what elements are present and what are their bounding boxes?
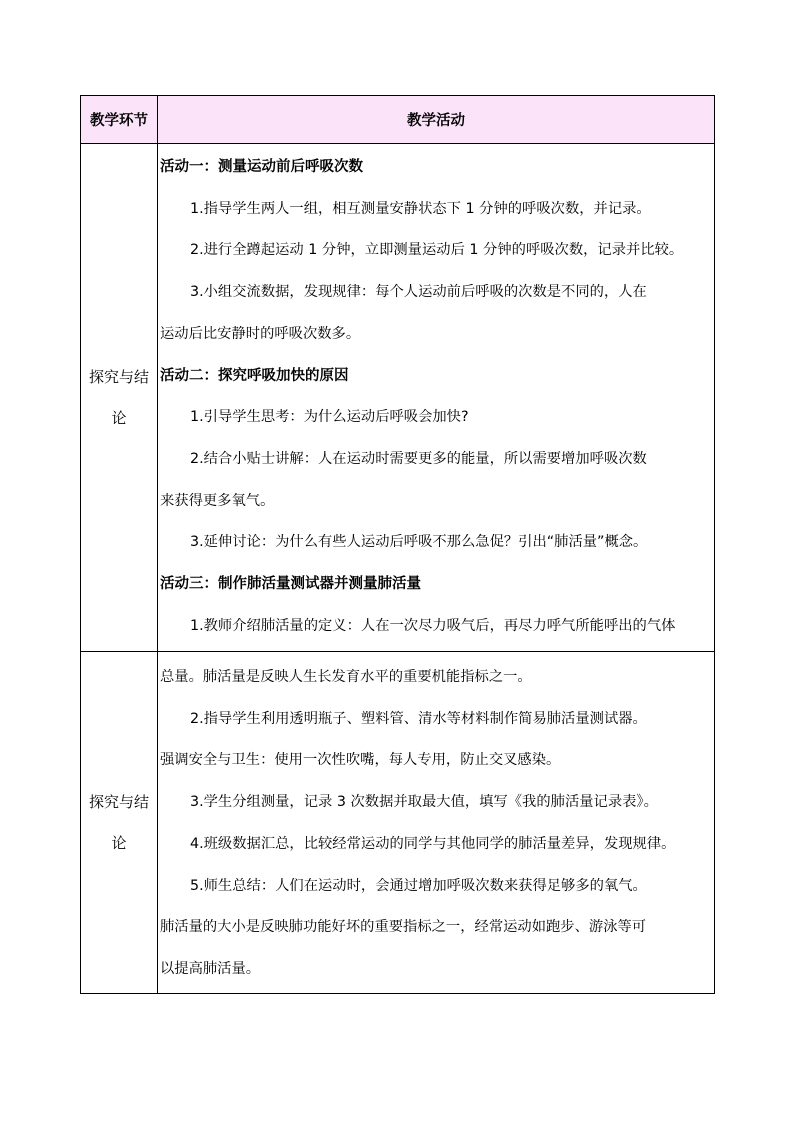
activity-line: 2.指导学生利用透明瓶子、塑料管、清水等材料制作简易肺活量测试器。 [190, 710, 647, 727]
activity-line: 5.师生总结：人们在运动时，会通过增加呼吸次数来获得足够多的氧气。 [190, 877, 647, 894]
stage-label: 探究与结论 [88, 367, 149, 427]
activity-cell [158, 144, 715, 652]
activity-line: 4.班级数据汇总，比较经常运动的同学与其他同学的肺活量差异，发现规律。 [190, 835, 676, 852]
activity-line: 以提高肺活量。 [160, 960, 261, 977]
activity-heading: 活动二：探究呼吸加快的原因 [160, 367, 349, 384]
activity-line: 总量。肺活量是反映人生长发育水平的重要机能指标之一。 [160, 669, 532, 685]
activity-line: 来获得更多氧气。 [160, 492, 275, 509]
activity-line: 2.结合小贴士讲解：人在运动时需要更多的能量，所以需要增加呼吸次数 [190, 450, 647, 467]
stage-cell [81, 144, 158, 652]
table-row [81, 144, 715, 652]
stage-cell [81, 652, 158, 994]
activity-line: 1.指导学生两人一组，相互测量安静状态下 1 分钟的呼吸次数，并记录。 [190, 200, 651, 217]
table-header-row [81, 96, 715, 144]
activity-cell [158, 652, 715, 994]
activity-line: 1.教师介绍肺活量的定义：人在一次尽力吸气后，再尽力呼气所能呼出的气体 [190, 617, 676, 634]
activity-line: 3.小组交流数据，发现规律：每个人运动前后呼吸的次数是不同的，人在 [190, 284, 647, 301]
activity-line: 1.引导学生思考：为什么运动后呼吸会加快? [190, 409, 469, 426]
header-activity: 教学活动 [158, 96, 715, 144]
activity-line: 运动后比安静时的呼吸次数多。 [160, 325, 361, 342]
table-row [81, 652, 715, 994]
stage-label: 探究与结论 [88, 792, 149, 852]
activity-line: 3.延伸讨论：为什么有些人运动后呼吸不那么急促？引出“肺活量”概念。 [190, 534, 648, 551]
activity-line: 强调安全与卫生：使用一次性吹嘴，每人专用，防止交叉感染。 [160, 752, 561, 769]
header-stage: 教学环节 [81, 96, 158, 144]
activity-heading: 活动三：制作肺活量测试器并测量肺活量 [160, 576, 421, 593]
activity-line: 肺活量的大小是反映肺功能好坏的重要指标之一，经常运动如跑步、游泳等可 [160, 919, 647, 936]
activity-heading: 活动一：测量运动前后呼吸次数 [160, 159, 363, 175]
activity-line: 2.进行全蹲起运动 1 分钟，立即测量运动后 1 分钟的呼吸次数，记录并比较。 [190, 242, 684, 259]
lesson-plan-table [80, 95, 715, 994]
activity-line: 3.学生分组测量，记录 3 次数据并取最大值，填写《我的肺活量记录表》。 [190, 794, 658, 811]
